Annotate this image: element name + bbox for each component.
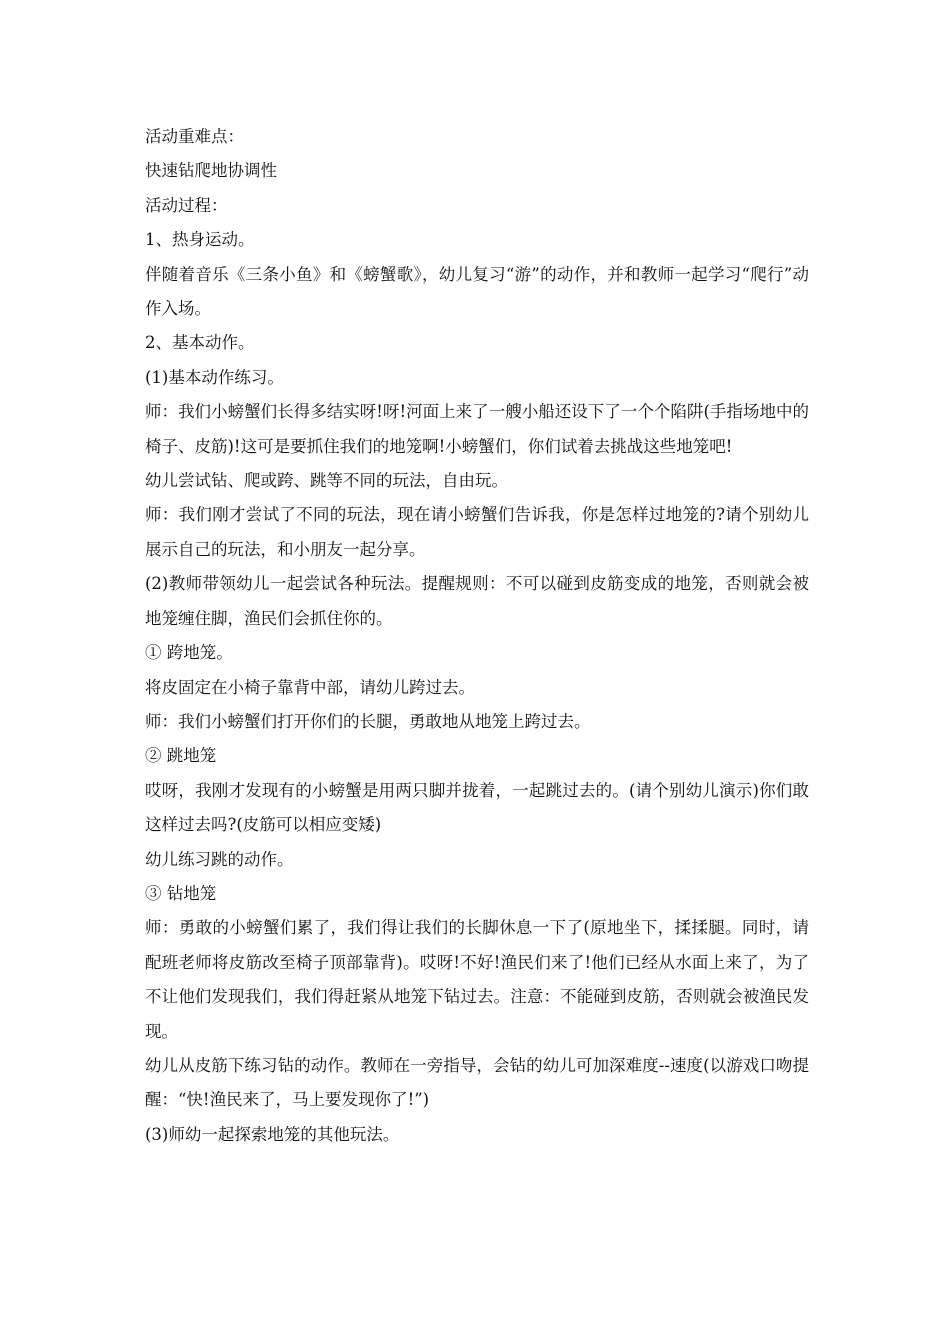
paragraph-rules: (2)教师带领幼儿一起尝试各种玩法。提醒规则：不可以碰到皮筋变成的地笼，否则就会被地笼缠住脚，渔民们会抓住你的。 [145, 574, 809, 628]
paragraph-step-cross: ① 跨地笼。 [145, 643, 233, 663]
paragraph-basic-heading: 2、基本动作。 [145, 333, 255, 353]
paragraph-warmup-heading: 1、热身运动。 [145, 230, 255, 250]
paragraph-difficulty-text: 快速钻爬地协调性 [145, 161, 277, 181]
paragraph-cross-teacher: 师：我们小螃蟹们打开你们的长腿，勇敢地从地笼上跨过去。 [145, 711, 591, 731]
paragraph-basic-practice: (1)基本动作练习。 [145, 367, 284, 387]
document-body [145, 120, 809, 1152]
paragraph-teacher-share: 师：我们刚才尝试了不同的玩法，现在请小螃蟹们告诉我，你是怎样过地笼的?请个别幼儿展示自己的玩法，和小朋友一起分享。 [145, 505, 809, 559]
paragraph-process-heading: 活动过程： [145, 195, 228, 215]
paragraph-step-jump: ② 跳地笼 [145, 746, 217, 766]
paragraph-warmup-text: 伴随着音乐《三条小鱼》和《螃蟹歌》，幼儿复习“游”的动作，并和教师一起学习“爬行”动作入场。 [145, 264, 809, 319]
paragraph-explore: (3)师幼一起探索地笼的其他玩法。 [145, 1124, 400, 1144]
paragraph-jump-text: 哎呀，我刚才发现有的小螃蟹是用两只脚并拢着，一起跳过去的。(请个别幼儿演示)你们敢这样过去吗?(皮筋可以相应变矮) [145, 780, 809, 835]
paragraph-crawl-teacher: 师：勇敢的小螃蟹们累了，我们得让我们的长脚休息一下了(原地坐下，揉揉腿。同时，请配班老师将皮筋改至椅子顶部靠背)。哎呀!不好!渔民们来了!他们已经从水面上来了，为了不让他们发现我们，我们得赶紧从地笼下钻过去。注意：不能碰到皮筋，否则就会被渔民发现。 [145, 918, 809, 1041]
paragraph-teacher-intro: 师：我们小螃蟹们长得多结实呀!呀!河面上来了一艘小船还设下了一个个陷阱(手指场地中的椅子、皮筋)!这可是要抓住我们的地笼啊!小螃蟹们，你们试着去挑战这些地笼吧! [145, 402, 809, 456]
paragraph-children-try: 幼儿尝试钻、爬或跨、跳等不同的玩法，自由玩。 [145, 471, 508, 491]
paragraph-cross-setup: 将皮固定在小椅子靠背中部，请幼儿跨过去。 [145, 677, 475, 697]
paragraph-crawl-practice: 幼儿从皮筋下练习钻的动作。教师在一旁指导，会钻的幼儿可加深难度--速度(以游戏口吻提醒：“快!渔民来了，马上要发现你了!”) [145, 1055, 809, 1110]
paragraph-difficulty-heading: 活动重难点： [145, 127, 244, 146]
paragraph-step-crawl: ③ 钻地笼 [145, 883, 217, 903]
paragraph-jump-practice: 幼儿练习跳的动作。 [145, 849, 294, 869]
